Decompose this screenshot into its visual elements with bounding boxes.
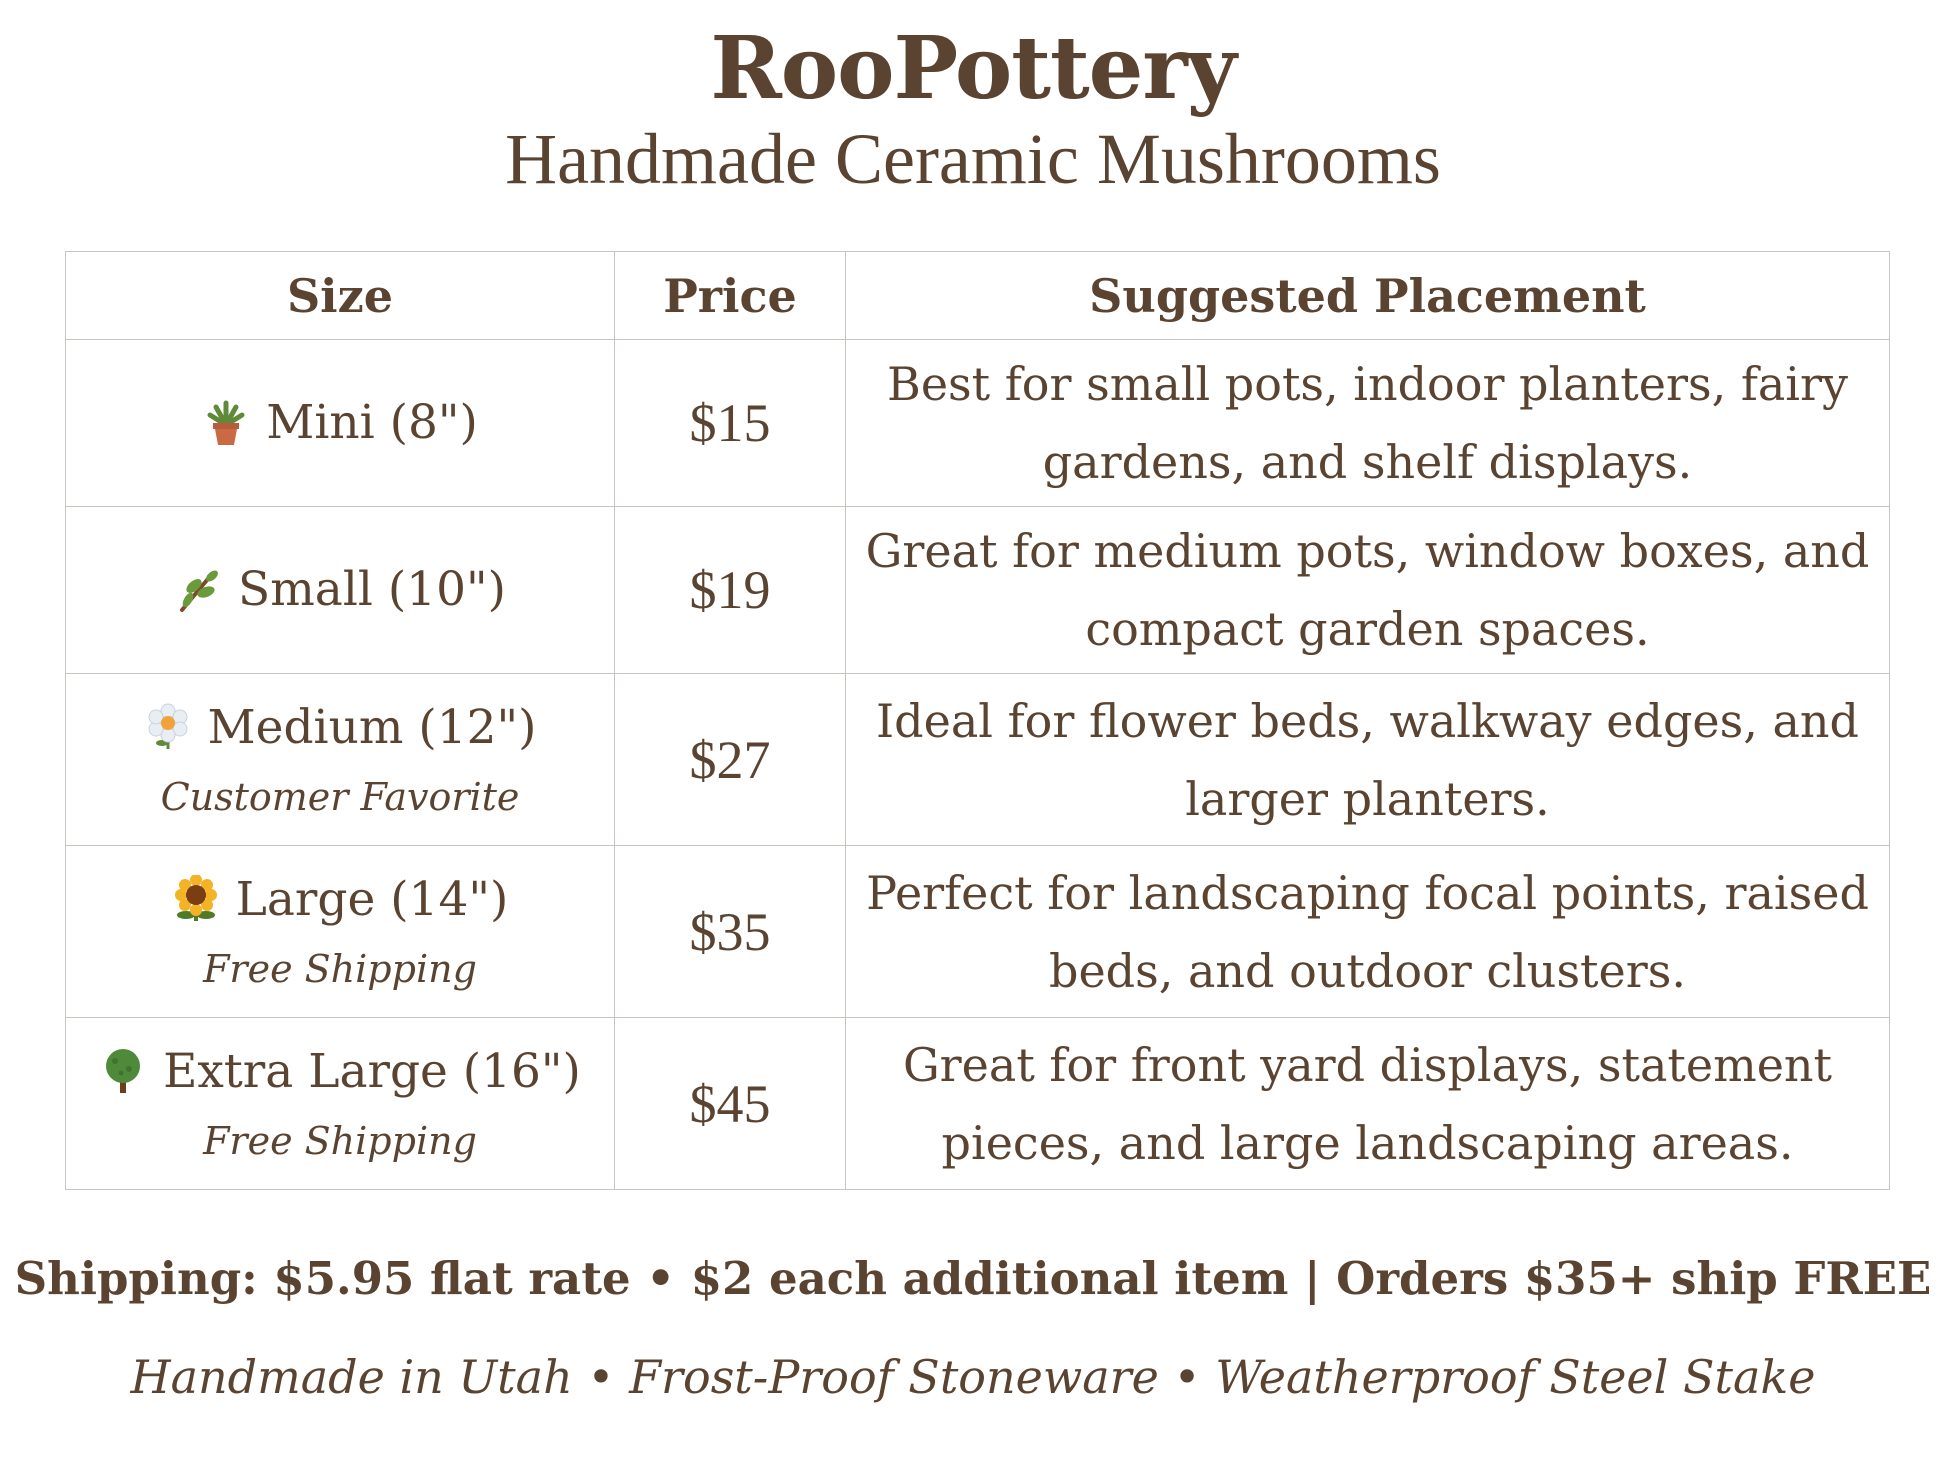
placement-cell — [846, 674, 1890, 846]
size-label: Small (10") — [238, 562, 506, 618]
size-label: Medium (12") — [207, 699, 537, 755]
placement-text: Ideal for flower beds, walkway edges, and larger planters. — [876, 693, 1859, 826]
table-row — [66, 846, 1890, 1018]
shipping-info: Shipping: $5.95 flat rate • $2 each additional item | Orders $35+ ship FREE — [14, 1252, 1932, 1305]
placement-cell — [846, 846, 1890, 1018]
daisy-icon — [144, 703, 192, 751]
size-note: Free Shipping — [203, 947, 477, 992]
sprout-icon — [174, 566, 222, 614]
column-header-placement: Suggested Placement — [846, 252, 1890, 340]
placement-cell — [846, 1018, 1890, 1190]
size-cell — [66, 507, 615, 674]
placement-text: Best for small pots, indoor planters, fairy gardens, and shelf displays. — [887, 357, 1848, 489]
size-label: Mini (8") — [266, 395, 478, 451]
placement-text: Great for medium pots, window boxes, and compact garden spaces. — [865, 524, 1870, 656]
placement-cell — [846, 340, 1890, 507]
column-header-price: Price — [615, 252, 846, 340]
tree-icon — [99, 1047, 147, 1095]
placement-cell — [846, 507, 1890, 674]
size-cell — [66, 846, 615, 1018]
price-value: $35 — [689, 901, 771, 962]
size-note: Customer Favorite — [160, 775, 520, 820]
potted-plant-icon — [202, 399, 250, 447]
table-row — [66, 1018, 1890, 1190]
price-value: $27 — [689, 729, 771, 790]
pricing-table — [65, 251, 1890, 1190]
price-cell — [615, 340, 846, 507]
price-cell — [615, 507, 846, 674]
price-value: $45 — [689, 1073, 771, 1134]
column-header-size: Size — [66, 252, 615, 340]
size-cell — [66, 674, 615, 846]
price-cell — [615, 1018, 846, 1190]
price-value: $19 — [689, 560, 771, 620]
brand-tagline: Handmade Ceramic Mushrooms — [505, 119, 1441, 199]
placement-text: Perfect for landscaping focal points, raised beds, and outdoor clusters. — [866, 865, 1869, 998]
size-note: Free Shipping — [203, 1119, 477, 1164]
price-cell — [615, 674, 846, 846]
table-row — [66, 507, 1890, 674]
table-row — [66, 674, 1890, 846]
size-label: Extra Large (16") — [163, 1043, 581, 1099]
footer-tagline: Handmade in Utah • Frost-Proof Stoneware • Weatherproof Steel Stake — [130, 1350, 1816, 1404]
size-cell — [66, 340, 615, 507]
size-label: Large (14") — [235, 871, 509, 927]
sunflower-icon — [172, 875, 220, 923]
table-header-row — [66, 252, 1890, 340]
size-cell — [66, 1018, 615, 1190]
brand-title: RooPottery — [710, 18, 1236, 119]
price-cell — [615, 846, 846, 1018]
table-row — [66, 340, 1890, 507]
price-value: $15 — [689, 393, 771, 453]
placement-text: Great for front yard displays, statement pieces, and large landscaping areas. — [902, 1037, 1833, 1170]
